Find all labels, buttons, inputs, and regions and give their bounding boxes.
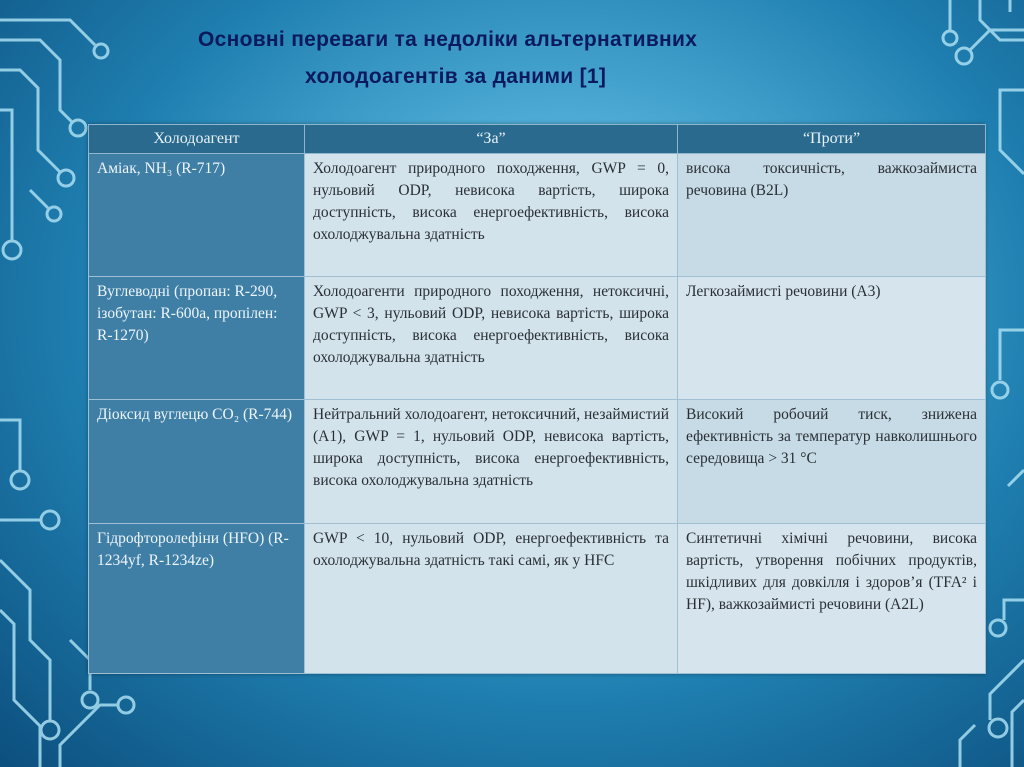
refrigerant-name: Діоксид вуглецю CO₂ (R-744) [89, 400, 305, 524]
table-row [89, 154, 986, 277]
title-line-2: холодоагентів за даними [1] [305, 65, 607, 88]
refrigerant-name: Вуглеводні (пропан: R-290, ізобутан: R-600a, пропілен: R-1270) [89, 277, 305, 400]
refrigerant-name: Гідрофторолефіни (HFO) (R-1234yf, R-1234ze) [89, 524, 305, 674]
refrigerant-cons: висока токсичність, важкозаймиста речовина (B2L) [678, 154, 986, 277]
header-cons: “Проти” [678, 125, 986, 154]
header-pros: “За” [305, 125, 678, 154]
refrigerant-pros: Нейтральний холодоагент, нетоксичний, незаймистий (A1), GWP = 1, нульовий ODP, невисока вартість, широка доступність, висока енергоефективність, висока охолоджувальна здатність [305, 400, 678, 524]
table-header-row [89, 125, 986, 154]
refrigerant-cons: Синтетичні хімічні речовини, висока вартість, утворення побічних продуктів, шкідливих для довкілля і здоров’я (TFA² і HF), важкозаймисті речовини (A2L) [678, 524, 986, 674]
table-row [89, 277, 986, 400]
header-refrigerant: Холодоагент [89, 125, 305, 154]
refrigerant-pros: GWP < 10, нульовий ODP, енергоефективність та охолоджувальна здатність такі самі, як у HFC [305, 524, 678, 674]
refrigerant-pros: Холодоагент природного походження, GWP = 0, нульовий ODP, невисока вартість, широка доступність, висока енергоефективність, висока охолоджувальна здатність [305, 154, 678, 277]
refrigerant-pros: Холодоагенти природного походження, нетоксичні, GWP < 3, нульовий ODP, невисока вартість, широка доступність, висока енергоефективність, висока охолоджувальна здатність [305, 277, 678, 400]
comparison-table-container [88, 124, 985, 674]
table-row [89, 524, 986, 674]
table-row [89, 400, 986, 524]
refrigerant-cons: Легкозаймисті речовини (A3) [678, 277, 986, 400]
title-line-1: Основні переваги та недоліки альтернативних [198, 28, 698, 51]
refrigerants-comparison-table [88, 124, 986, 674]
refrigerant-cons: Високий робочий тиск, знижена ефективність за температур навколишнього середовища > 31 °C [678, 400, 986, 524]
refrigerant-name: Аміак, NH₃ (R-717) [89, 154, 305, 277]
